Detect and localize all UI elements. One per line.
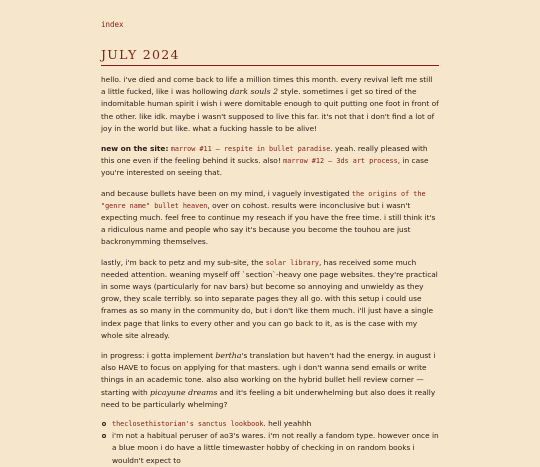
bullet-heaven-text-2: , over on cohost. results were inconclusive but i wasn't expecting much. feel free to continue my reseach if you have the free time. i still think it's a ridiculous name and people who say it's because you become the touhou are just backronymming themselves. <box>101 200 436 247</box>
page-container <box>101 0 439 467</box>
bullet-heaven-text-1: and because bullets have been on my mind, i vaguely investigated <box>101 188 352 198</box>
game-title-bertha: bertha <box>215 351 242 361</box>
link-bullet-heaven-origins[interactable]: the origins of the "genre name" bullet heaven <box>101 189 426 210</box>
bullet-icon <box>102 434 106 438</box>
petz-text-1: lastly, i'm back to petz and my sub-site, the <box>101 257 266 267</box>
in-progress-text-1: in progress: i gotta implement <box>101 351 216 361</box>
in-progress-text-2: 's translation but haven't had the energy. in august i also HAVE to focus on applying for that masters. ugh i don't wanna send emails or write things in an academic tone. also also working on the hybrid bullet hell review corner — starting with <box>101 351 436 397</box>
list-item-text: i'm not a habitual peruser of ao3's wares. i'm not really a fandom type. however once in a blue moon i do have a little timewaster hobby of checking in on random books i wouldn't expect to <box>112 431 439 465</box>
index-link[interactable]: index <box>101 20 124 29</box>
post-heading: JULY 2024 <box>101 47 439 66</box>
list-item-text: . hell yeahhh <box>263 419 312 429</box>
list-item <box>101 430 439 467</box>
in-progress-text-3: and it's feeling a bit underwhelming but also does it really need to be particularly whelming? <box>101 387 436 409</box>
paragraph-petz <box>101 257 439 342</box>
paragraph-in-progress <box>101 350 439 411</box>
intro-text-2: style. sometimes i get so tired of the indomitable human spirit i wish i were domitable enough to quit putting one foot in front of the other. like idk. maybe i wasn't supposed to live this far. it's not that i don't find a lot of joy in the world but like. what a fucking hassle to be alive! <box>101 87 439 133</box>
bullet-icon <box>102 422 106 426</box>
paragraph-intro <box>101 74 439 135</box>
link-marrow-12[interactable]: marrow #12 — 3ds art process <box>283 157 398 166</box>
link-solar-library[interactable]: solar library <box>265 258 319 267</box>
game-title-picayune-dreams: picayune dreams <box>150 387 218 397</box>
list-item <box>101 418 439 430</box>
intro-text-1: hello. i've died and come back to life a million times this month. every revival left me still a little fucked, like i was hollowing <box>101 75 433 97</box>
link-sanctus-lookbook[interactable]: theclosethistorian's sanctus lookbook <box>112 420 264 429</box>
new-on-site-text-2: , in case you're interested on seeing that. <box>101 156 429 178</box>
new-on-site-label: new on the site: <box>101 144 169 154</box>
link-list <box>101 418 439 467</box>
game-title-dark-souls-2: dark souls 2 <box>229 87 279 97</box>
paragraph-new-on-site <box>101 143 439 180</box>
link-marrow-11[interactable]: marrow #11 — respite in bullet paradise <box>170 145 331 154</box>
petz-text-2: , has received some much needed attention. weaning myself off `section`-heavy one page websites. they're practical in some ways (particularly for nav bars) but become so annoying and unwieldy as they grow, they scale terribly. so into separate pages they all go. with this setup i could use frames as so many in the community do, but i don't like them much. i'll just have a single index page that links to every other and you can go back to it, as is the case with my whole site already. <box>101 257 438 340</box>
new-on-site-text-1: . yeah. really pleased with this one even if the feeling behind it sucks. also! <box>101 144 428 166</box>
paragraph-bullet-heaven <box>101 188 439 249</box>
